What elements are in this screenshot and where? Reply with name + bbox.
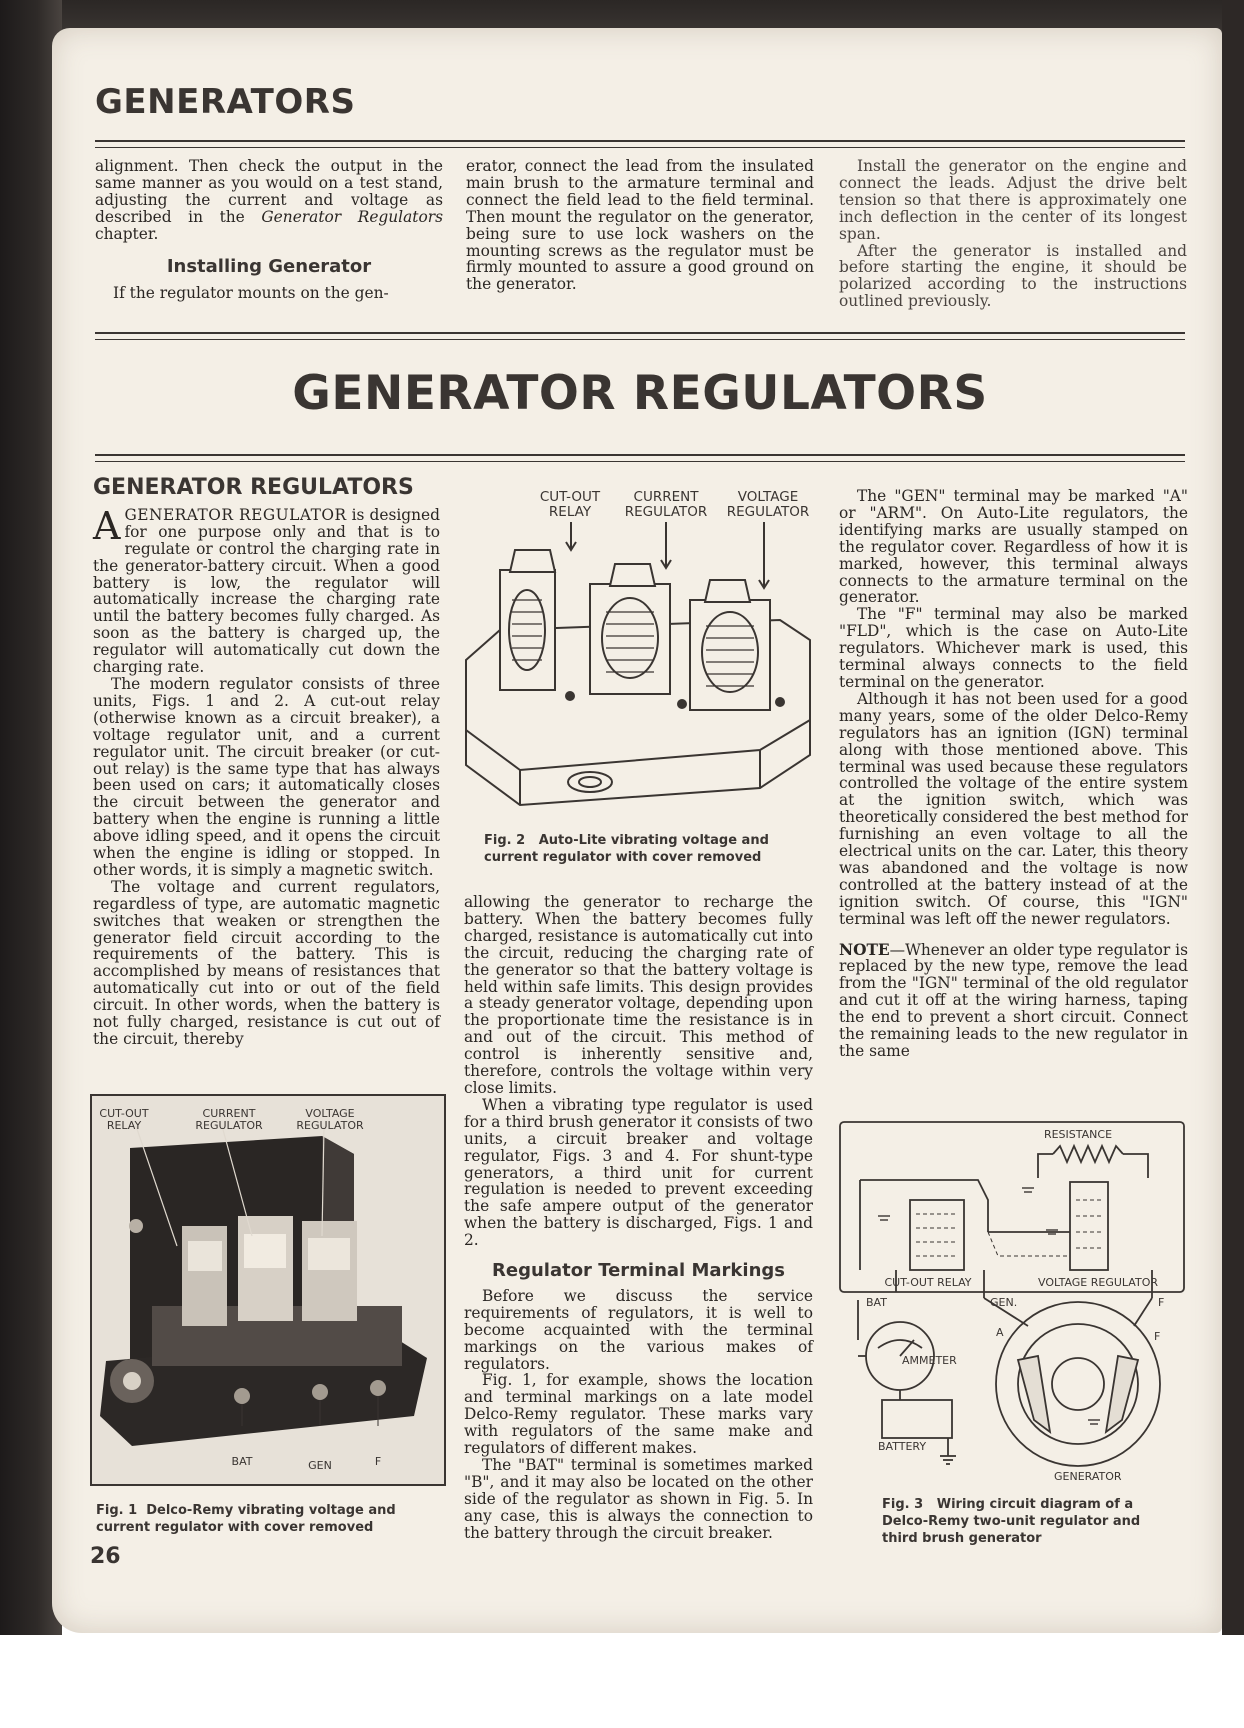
drop-cap: A	[93, 503, 121, 548]
fig3-label-battery: BATTERY	[878, 1440, 927, 1453]
fig1-label-voltage: VOLTAGE REGULATOR	[296, 1107, 364, 1132]
fig3-label-cutout: CUT-OUT RELAY	[884, 1276, 972, 1289]
fig3-label-ammeter: AMMETER	[902, 1354, 957, 1367]
text: is designed for one purpose only and that is to regulate or control the charging rate in the generator-battery circuit. When a good battery is low, the regulator will automatically increase the charging rate until the battery becomes fully charged. As soon as the battery is charged up, the regulator will automatically cut down the charging rate.	[93, 505, 440, 677]
section-rule-bottom	[95, 454, 1185, 462]
fig1-label-gen: GEN	[308, 1459, 332, 1472]
fig2-caption-text: Auto-Lite vibrating voltage and current regulator with cover removed	[484, 833, 769, 865]
page-number: 26	[90, 1544, 121, 1569]
header-rule	[95, 140, 1185, 148]
middle-para5: The "BAT" terminal is sometimes marked "B", and it may also be located on the other side of the regulator as shown in Fig. 5. In any case, this is always the connection to the battery through the circuit breaker.	[464, 1456, 813, 1542]
figure-1-photo	[90, 1094, 446, 1486]
fig3-label-generator: GENERATOR	[1054, 1470, 1122, 1483]
note-para	[839, 942, 1188, 1060]
top-column-2	[466, 158, 814, 293]
fig3-caption-text: Wiring circuit diagram of a Delco-Remy two-unit regulator and third brush generator	[882, 1497, 1141, 1546]
middle-para1: allowing the generator to recharge the battery. When the battery becomes fully charged, resistance is automatically cut into the circuit, reducing the charging rate of the generator so that the battery voltage is held within safe limits. This design provides a steady generator voltage, depending upon the proportionate time the resistance is in and out of the circuit. This method of control is inherently sensitive and, therefore, controls the voltage within very close limits.	[464, 893, 813, 1097]
fig3-caption	[882, 1496, 1142, 1547]
top-col3-para1: Install the generator on the engine and connect the leads. Adjust the drive belt tension so that there is approximately one inch deflection in the center of its longest span.	[839, 157, 1187, 243]
fig2-label-voltage: VOLTAGE REGULATOR	[726, 489, 810, 520]
left-para2: The modern regulator consists of three units, Figs. 1 and 2. A cut-out relay (otherwise known as a circuit breaker), a voltage regulator unit, and a current regulator unit. The circuit breaker (or cut-out relay) is the same type that has always been used on cars; it automatically closes the circuit between the generator and battery when the engine is running a little above idling speed, and it opens the circuit when the engine is idling or stopped. In other words, it is simply a magnetic switch.	[93, 674, 440, 879]
fig3-label-bat: BAT	[866, 1296, 887, 1309]
right-para1: The "GEN" terminal may be marked "A" or "ARM". On Auto-Lite regulators, the identifying marks are usually stamped on the regulator cover. Regardless of how it is marked, however, this terminal always connects to the armature terminal on the generator.	[839, 487, 1188, 607]
fig3-label-voltage: VOLTAGE REGULATOR	[1037, 1276, 1159, 1289]
fig1-label-f: F	[374, 1455, 382, 1468]
fig3-label-a: A	[996, 1326, 1004, 1339]
note-label: NOTE	[839, 940, 890, 959]
left-heading: GENERATOR REGULATORS	[93, 475, 414, 500]
right-column	[839, 488, 1188, 1060]
fig3-caption-number: Fig. 3	[882, 1497, 924, 1512]
fig1-caption-text: Delco-Remy vibrating voltage and current regulator with cover removed	[96, 1503, 396, 1535]
top-col1-para1	[95, 158, 443, 243]
installing-heading: Installing Generator	[166, 255, 372, 277]
text: chapter.	[95, 224, 159, 243]
fig3-label-resistance: RESISTANCE	[1043, 1128, 1113, 1141]
middle-column	[464, 894, 813, 1542]
section-rule-top	[95, 332, 1185, 340]
left-para3: The voltage and current regulators, regardless of type, are automatic magnetic switches that weaken or strengthen the generator field circuit according to the requirements of the battery. This is accomplished by means of resistances that automatically cut into or out of the field circuit. In other words, when the battery is not fully charged, resistance is cut out of the circuit, thereby	[93, 877, 440, 1048]
top-col3-para2: After the generator is installed and before starting the engine, it should be polarized according to the instructions outlined previously.	[839, 241, 1187, 311]
fig1-label-current: CURRENT REGULATOR	[195, 1107, 263, 1132]
book-binding-right	[1222, 0, 1244, 1635]
middle-para4: Fig. 1, for example, shows the location and terminal markings on a late model Delco-Remy regulator. These marks vary with regulators of the same make and regulators of different makes.	[464, 1371, 813, 1458]
text: alignment. Then check the output in the same manner as you would on a test stand, adjusting the current and voltage as described in the	[95, 157, 443, 226]
fig1-caption	[96, 1502, 424, 1536]
running-head: GENERATORS	[95, 82, 356, 122]
left-para1	[93, 503, 440, 677]
fig2-label-current: CURRENT REGULATOR	[624, 489, 708, 520]
top-column-1	[95, 158, 443, 302]
terminal-markings-heading: Regulator Terminal Markings	[492, 1260, 785, 1282]
fig3-label-gen: GEN.	[990, 1296, 1018, 1309]
top-col1-para2: If the regulator mounts on the gen-	[113, 284, 389, 303]
fig1-label-bat: BAT	[231, 1455, 253, 1468]
fig1-caption-number: Fig. 1	[96, 1503, 138, 1518]
right-para3: Although it has not been used for a good many years, some of the older Delco-Remy regulators has an ignition (IGN) terminal along with those mentioned above. This terminal was used because these regulators controlled the voltage of the entire system at the ignition switch, which was theoretically considered the best method for furnishing an even voltage to all the electrical units on the car. Later, this theory was abandoned and the voltage is now controlled at the battery instead of at the ignition switch. Of course, this "IGN" terminal was left off the newer regulators.	[839, 689, 1188, 928]
right-para2: The "F" terminal may also be marked "FLD", which is the case on Auto-Lite regulators. Whichever mark is used, this terminal always connects to the field terminal on the generator.	[839, 605, 1188, 691]
note-text: —Whenever an older type regulator is replaced by the new type, remove the lead from the "IGN" terminal of the old regulator and cut it off at the wiring harness, taping the end to prevent a short circuit. Connect the remaining leads to the new regulator in the same	[839, 940, 1188, 1060]
middle-para2: When a vibrating type regulator is used for a third brush generator it consists of two units, a circuit breaker and voltage regulator, Figs. 3 and 4. For shunt-type generators, a third unit for current regulation is needed to prevent exceeding the safe ampere output of the generator when the battery is discharged, Figs. 1 and 2.	[464, 1095, 813, 1250]
fig2-label-cutout: CUT-OUT RELAY	[539, 489, 601, 520]
fig1-label-cutout: CUT-OUT RELAY	[99, 1107, 149, 1132]
left-column	[93, 475, 440, 1048]
figure-2-drawing	[460, 520, 820, 820]
fig3-label-f2: F	[1154, 1330, 1161, 1343]
top-column-3	[839, 158, 1187, 310]
middle-para3: Before we discuss the service requirements of regulators, it is well to become acquainted with the terminal markings on the various makes of regulators.	[464, 1286, 813, 1373]
fig2-caption-number: Fig. 2	[484, 833, 526, 848]
italic-text: Generator Regulators	[261, 207, 443, 226]
section-title: GENERATOR REGULATORS	[292, 366, 988, 421]
fig2-caption	[484, 832, 804, 866]
lead-caps: GENERATOR REGULATOR	[124, 505, 347, 524]
fig3-label-f: F	[1158, 1296, 1165, 1309]
regulator-photo-illustration	[92, 1096, 444, 1484]
top-col2-para1: erator, connect the lead from the insulated main brush to the armature terminal and connect the field lead to the field terminal. Then mount the regulator on the generator, being sure to use lock washers on the mounting screws as the regulator must be firmly mounted to assure a good ground on the generator.	[466, 157, 814, 294]
figure-3-wiring-diagram	[838, 1120, 1188, 1484]
